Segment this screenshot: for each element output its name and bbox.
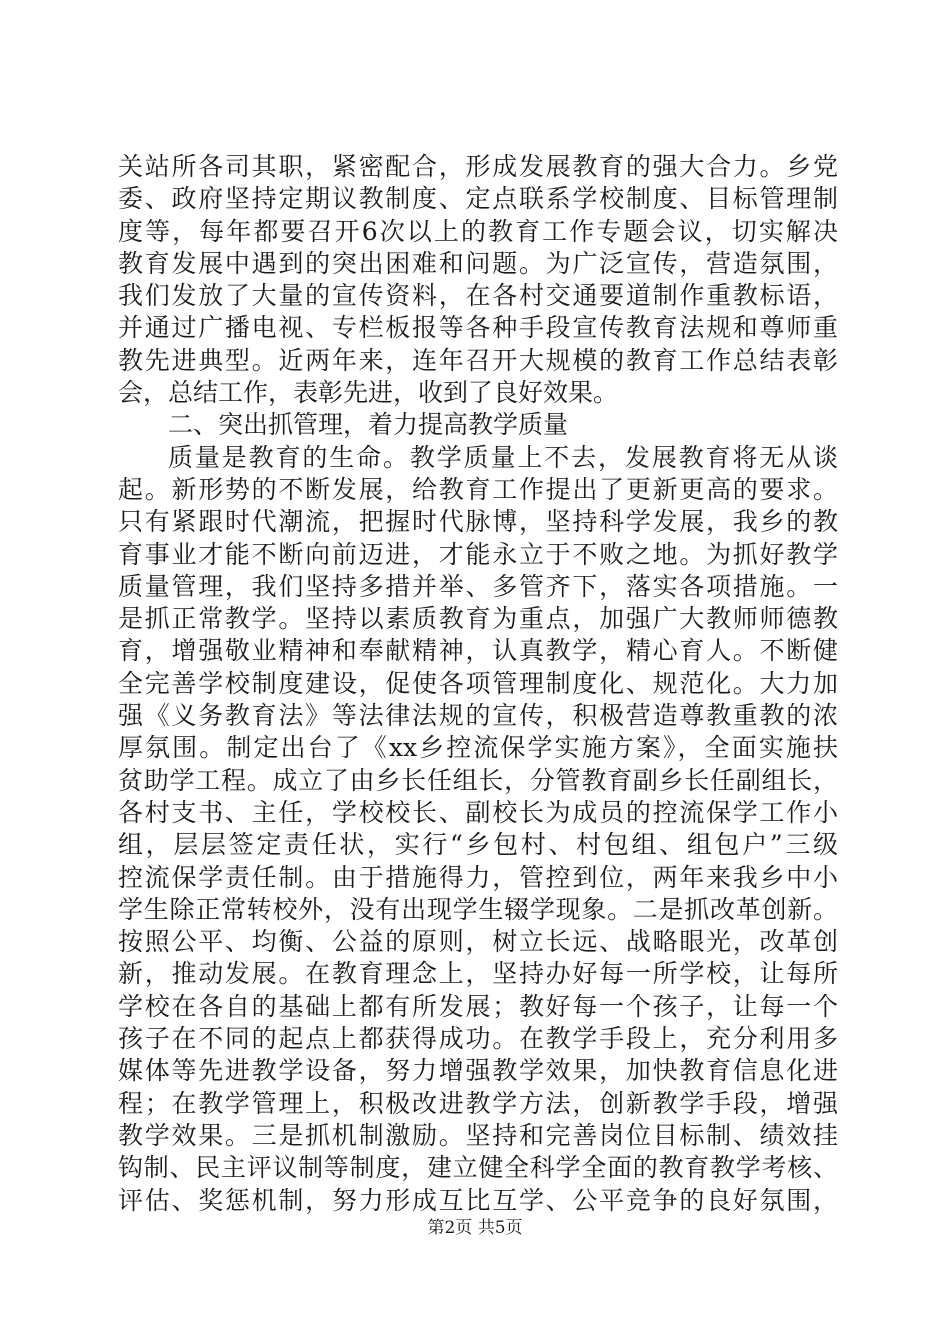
text-line: 学生除正常转校外，没有出现学生辍学现象。二是抓改革创新。 (118, 894, 838, 924)
text-line: 委、政府坚持定期议教制度、定点联系学校制度、目标管理制 (118, 184, 838, 214)
page-number: 第2页 共5页 (427, 1218, 523, 1238)
text-line: 程；在教学管理上，积极改进教学方法，创新教学手段，增强 (118, 1088, 838, 1118)
text-line: 会，总结工作，表彰先进，收到了良好效果。 (118, 378, 619, 408)
text-line: 全完善学校制度建设，促使各项管理制度化、规范化。大力加 (118, 668, 838, 698)
paragraph (118, 442, 838, 1217)
paragraph (118, 151, 838, 409)
text-line: 孩子在不同的起点上都获得成功。在教学手段上，充分利用多 (118, 1024, 838, 1054)
text-line: 教学效果。三是抓机制激励。坚持和完善岗位目标制、绩效挂 (118, 1120, 838, 1150)
text-line: 强《义务教育法》等法律法规的宣传，积极营造尊教重教的浓 (118, 701, 838, 731)
text-line: 按照公平、均衡、公益的原则，树立长远、战略眼光，改革创 (118, 927, 838, 957)
text-line: 教育发展中遇到的突出困难和问题。为广泛宣传，营造氛围， (118, 248, 838, 278)
text-line: 关站所各司其职，紧密配合，形成发展教育的强大合力。乡党 (118, 152, 838, 181)
text-line: 育，增强敬业精神和奉献精神，认真教学，精心育人。不断健 (118, 636, 838, 666)
text-line: 评估、奖惩机制，努力形成互比互学、公平竞争的良好氛围， (118, 1185, 838, 1215)
text-line: 学校在各自的基础上都有所发展；教好每一个孩子，让每一个 (118, 991, 838, 1021)
text-line: 新，推动发展。在教育理念上，坚持办好每一所学校，让每所 (118, 959, 838, 989)
text-line: 并通过广播电视、专栏板报等各种手段宣传教育法规和尊师重 (118, 313, 838, 343)
text-line: 质量管理，我们坚持多措并举、多管齐下，落实各项措施。一 (118, 571, 838, 601)
text-line: 组，层层签定责任状，实行“乡包村、村包组、组包户”三级 (118, 830, 838, 860)
text-line: 育事业才能不断向前迈进，才能永立于不败之地。为抓好教学 (118, 539, 838, 569)
text-line: 贫助学工程。成立了由乡长任组长，分管教育副乡长任副组长， (118, 765, 838, 795)
text-line: 度等，每年都要召开6次以上的教育工作专题会议，切实解决 (118, 216, 838, 246)
section-heading-text: 二、突出抓管理，着力提高教学质量 (168, 410, 569, 440)
text-line: 各村支书、主任，学校校长、副校长为成员的控流保学工作小 (118, 797, 838, 827)
text-line: 教先进典型。近两年来，连年召开大规模的教育工作总结表彰 (118, 345, 838, 375)
text-line: 厚氛围。制定出台了《xx乡控流保学实施方案》，全面实施扶 (118, 733, 838, 763)
text-line: 钩制、民主评议制等制度，建立健全科学全面的教育教学考核、 (118, 1153, 838, 1183)
text-line: 控流保学责任制。由于措施得力，管控到位，两年来我乡中小 (118, 862, 838, 892)
document-body (118, 151, 838, 1217)
text-line: 质量是教育的生命。教学质量上不去，发展教育将无从谈 (168, 442, 838, 472)
page-footer (0, 1213, 950, 1238)
text-line: 媒体等先进教学设备，努力增强教学效果，加快教育信息化进 (118, 1056, 838, 1086)
text-line: 只有紧跟时代潮流，把握时代脉博，坚持科学发展，我乡的教 (118, 507, 838, 537)
text-line: 我们发放了大量的宣传资料，在各村交通要道制作重教标语， (118, 281, 838, 311)
text-line: 是抓正常教学。坚持以素质教育为重点，加强广大教师师德教 (118, 604, 838, 634)
text-line: 起。新形势的不断发展，给教育工作提出了更新更高的要求。 (118, 474, 838, 504)
section-heading (118, 409, 838, 441)
